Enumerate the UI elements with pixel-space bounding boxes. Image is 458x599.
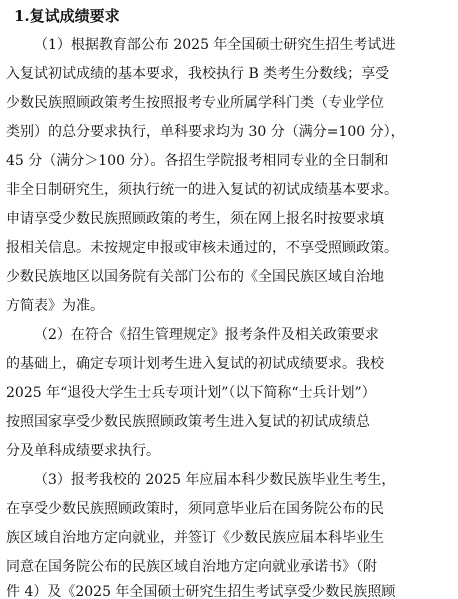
- paragraph-2-line: 分及单科成绩要求执行。: [6, 443, 160, 459]
- paragraph-3-line: 件 4）及《2025 年全国硕士研究生招生考试享受少数民族照顾: [6, 584, 396, 599]
- paragraph-1-line: 45 分（满分＞100 分）。各招生学院报考相同专业的全日制和: [6, 153, 389, 169]
- section-heading: 1.复试成绩要求: [14, 7, 120, 25]
- paragraph-2-line: （2）在符合《招生管理规定》报考条件及相关政策要求: [34, 327, 379, 343]
- paragraph-1-line: 申请享受少数民族照顾政策的考生，须在网上报名时按要求填: [6, 211, 384, 227]
- paragraph-3-line: 族区域自治地方定向就业，并签订《少数民族应届本科毕业生: [6, 530, 384, 546]
- paragraph-1-line: 类别）的总分要求执行，单科要求均为 30 分（满分=100 分），: [6, 124, 405, 140]
- paragraph-3-line: 同意在国务院公布的民族区域自治地方定向就业承诺书》（附: [6, 559, 377, 575]
- paragraph-1-line: 入复试初试成绩的基本要求，我校执行 B 类考生分数线；享受: [6, 66, 390, 82]
- paragraph-1-line: 报相关信息。未按规定申报或审核未通过的，不享受照顾政策。: [6, 240, 398, 256]
- paragraph-2-line: 2025 年“退役大学生士兵专项计划”（以下简称“士兵计划”）: [6, 385, 376, 401]
- paragraph-1-line: （1）根据教育部公布 2025 年全国硕士研究生招生考试进: [34, 37, 396, 53]
- paragraph-3-line: 在享受少数民族照顾政策时，须同意毕业后在国务院公布的民: [6, 501, 384, 517]
- paragraph-1-line: 非全日制研究生，须执行统一的进入复试的初试成绩基本要求。: [6, 182, 398, 198]
- paragraph-1-line: 少数民族照顾政策考生按照报考专业所属学科门类（专业学位: [6, 95, 384, 111]
- paragraph-1-line: 方简表》为准。: [6, 298, 104, 314]
- paragraph-2-line: 按照国家享受少数民族照顾政策考生进入复试的初试成绩总: [6, 414, 370, 430]
- paragraph-1-line: 少数民族地区以国务院有关部门公布的《全国民族区域自治地: [6, 269, 384, 285]
- paragraph-2-line: 的基础上，确定专项计划考生进入复试的初试成绩要求。我校: [6, 356, 384, 372]
- paragraph-3-line: （3）报考我校的 2025 年应届本科少数民族毕业生考生，: [34, 472, 396, 488]
